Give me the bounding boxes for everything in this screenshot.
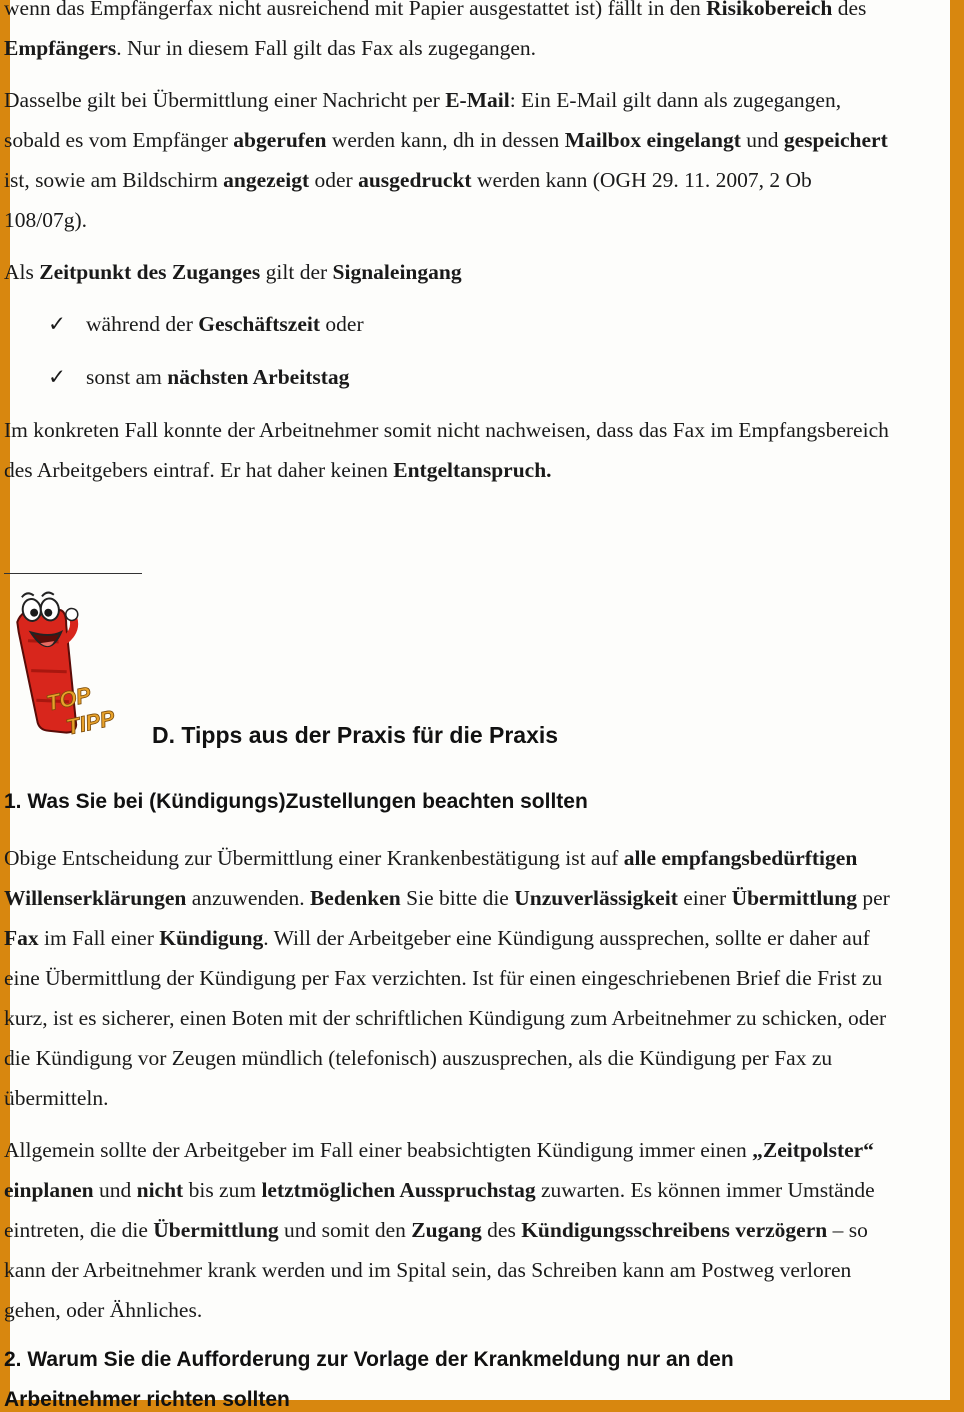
- text: oder: [309, 168, 359, 192]
- text: Sie bitte die: [400, 886, 515, 910]
- bold-text: Bedenken: [309, 886, 401, 910]
- text: eintreten, die die: [4, 1218, 154, 1242]
- paragraph-line: [4, 160, 812, 200]
- bold-text: Kündigung: [159, 926, 264, 950]
- text: : Ein E-Mail gilt dann als zugegangen,: [509, 88, 842, 112]
- bold-text: alle empfangsbedürftigen: [623, 846, 858, 870]
- paragraph-line: [4, 958, 882, 998]
- paragraph-line: [4, 1170, 875, 1210]
- mascot-label-top: TOP: [44, 681, 94, 716]
- section-heading: D. Tipps aus der Praxis für die Praxis: [152, 722, 559, 748]
- text: Allgemein sollte der Arbeitgeber im Fall einer beabsichtigten Kündigung immer einen: [4, 1138, 753, 1162]
- text: im Fall einer: [38, 926, 160, 950]
- paragraph-line: [4, 0, 866, 28]
- paragraph-line: [4, 998, 886, 1038]
- bold-text: Signaleingang: [332, 260, 462, 284]
- paragraph-line: [4, 918, 870, 958]
- text: kann der Arbeitnehmer krank werden und im Spital sein, das Schreiben kann am Postweg verloren: [4, 1258, 852, 1282]
- text: werden kann, dh in dessen: [326, 128, 565, 152]
- bold-text: Geschäftszeit: [198, 312, 321, 336]
- bold-text: Risikobereich: [706, 0, 833, 20]
- text: kurz, ist es sicherer, einen Boten mit der schriftlichen Kündigung zum Arbeitnehmer zu schicken, oder: [4, 1006, 887, 1030]
- subsection-heading-continued: Arbeitnehmer richten sollten: [4, 1388, 290, 1411]
- text: Als: [4, 260, 40, 284]
- bold-text: ausgedruckt: [358, 168, 472, 192]
- text: anzuwenden.: [186, 886, 310, 910]
- checkmark-icon: ✓: [48, 365, 67, 389]
- text: übermitteln.: [4, 1086, 109, 1110]
- checklist-item: [48, 357, 648, 397]
- checkmark-icon: ✓: [48, 312, 67, 336]
- text: Obige Entscheidung zur Übermittlung einer Krankenbestätigung ist auf: [4, 846, 624, 870]
- text: werden kann (OGH 29. 11. 2007, 2 Ob: [471, 168, 812, 192]
- document-page: [4, 0, 950, 1411]
- bold-text: Zeitpunkt des Zuganges: [39, 260, 261, 284]
- text: des Arbeitgebers eintraf. Er hat daher keinen: [4, 458, 394, 482]
- mascot-label-tipp: TIPP: [63, 705, 117, 740]
- bold-text: einplanen: [4, 1178, 94, 1202]
- paragraph-line: [4, 1130, 874, 1170]
- checklist-text: [86, 357, 349, 397]
- paragraph-line: [4, 80, 841, 120]
- paragraph-line: [4, 1078, 109, 1118]
- text: . Nur in diesem Fall gilt das Fax als zugegangen.: [116, 36, 537, 60]
- bold-text: abgerufen: [233, 128, 327, 152]
- bold-text: „Zeitpolster“: [752, 1138, 874, 1162]
- paragraph-line: [4, 1290, 202, 1330]
- checklist-item: [48, 304, 648, 344]
- checklist-text: [86, 304, 364, 344]
- bold-text: Mailbox eingelangt: [564, 128, 741, 152]
- text: sonst am: [86, 365, 168, 389]
- subsection-heading: 2. Warum Sie die Aufforderung zur Vorlage der Krankmeldung nur an den: [4, 1348, 734, 1371]
- text: und: [93, 1178, 137, 1202]
- paragraph-line: [4, 252, 462, 292]
- paragraph-line: [4, 120, 888, 160]
- paragraph-line: [4, 1210, 868, 1250]
- text: bis zum: [183, 1178, 262, 1202]
- bold-text: Fax: [4, 926, 39, 950]
- paragraph-line: [4, 410, 889, 450]
- text: wenn das Empfängerfax nicht ausreichend mit Papier ausgestattet ist) fällt in den: [4, 0, 707, 20]
- paragraph-line: [4, 1250, 851, 1290]
- text: einer: [677, 886, 732, 910]
- paragraph-line: [4, 1038, 832, 1078]
- paragraph-line: [4, 878, 890, 918]
- bold-text: Unzuverlässigkeit: [514, 886, 678, 910]
- bold-text: E-Mail: [445, 88, 510, 112]
- text: eine Übermittlung der Kündigung per Fax verzichten. Ist für einen eingeschriebenen Brief die Frist zu: [4, 966, 883, 990]
- text: und somit den: [278, 1218, 412, 1242]
- text: Dasselbe gilt bei Übermittlung einer Nachricht per: [4, 88, 446, 112]
- text: gilt der: [260, 260, 333, 284]
- paragraph-line: [4, 28, 536, 68]
- bold-text: nächsten Arbeitstag: [167, 365, 350, 389]
- bold-text: Kündigungsschreibens verzögern: [521, 1218, 828, 1242]
- bold-text: Entgeltanspruch.: [393, 458, 552, 482]
- bold-text: letztmöglichen Ausspruchstag: [261, 1178, 536, 1202]
- paragraph-line: [4, 450, 552, 490]
- text: und: [740, 128, 784, 152]
- text: 108/07g).: [4, 208, 88, 232]
- text: per: [857, 886, 890, 910]
- text: ist, sowie am Bildschirm: [4, 168, 224, 192]
- text: des: [832, 0, 867, 20]
- text: während der: [86, 312, 199, 336]
- bold-text: angezeigt: [223, 168, 310, 192]
- bold-text: Zugang: [411, 1218, 482, 1242]
- subsection-heading: 1. Was Sie bei (Kündigungs)Zustellungen beachten sollten: [4, 790, 588, 813]
- text: . Will der Arbeitgeber eine Kündigung aussprechen, sollte er daher auf: [263, 926, 870, 950]
- text: sobald es vom Empfänger: [4, 128, 234, 152]
- paragraph-line: [4, 838, 857, 878]
- paragraph-line: [4, 200, 87, 240]
- text: – so: [827, 1218, 868, 1242]
- text: oder: [320, 312, 364, 336]
- text: des: [481, 1218, 522, 1242]
- top-tipp-mascot-icon: [10, 578, 140, 746]
- text: gehen, oder Ähnliches.: [4, 1298, 203, 1322]
- bold-text: gespeichert: [783, 128, 888, 152]
- bold-text: Willenserklärungen: [4, 886, 187, 910]
- text: Im konkreten Fall konnte der Arbeitnehmer somit nicht nachweisen, dass das Fax im Empfangsbereich: [4, 418, 889, 442]
- bold-text: Übermittlung: [731, 886, 857, 910]
- bold-text: Empfängers: [4, 36, 117, 60]
- text: zuwarten. Es können immer Umstände: [535, 1178, 875, 1202]
- text: die Kündigung vor Zeugen mündlich (telefonisch) auszusprechen, als die Kündigung per Fax zu: [4, 1046, 833, 1070]
- separator-line: [4, 573, 142, 574]
- bold-text: nicht: [136, 1178, 184, 1202]
- bold-text: Übermittlung: [153, 1218, 279, 1242]
